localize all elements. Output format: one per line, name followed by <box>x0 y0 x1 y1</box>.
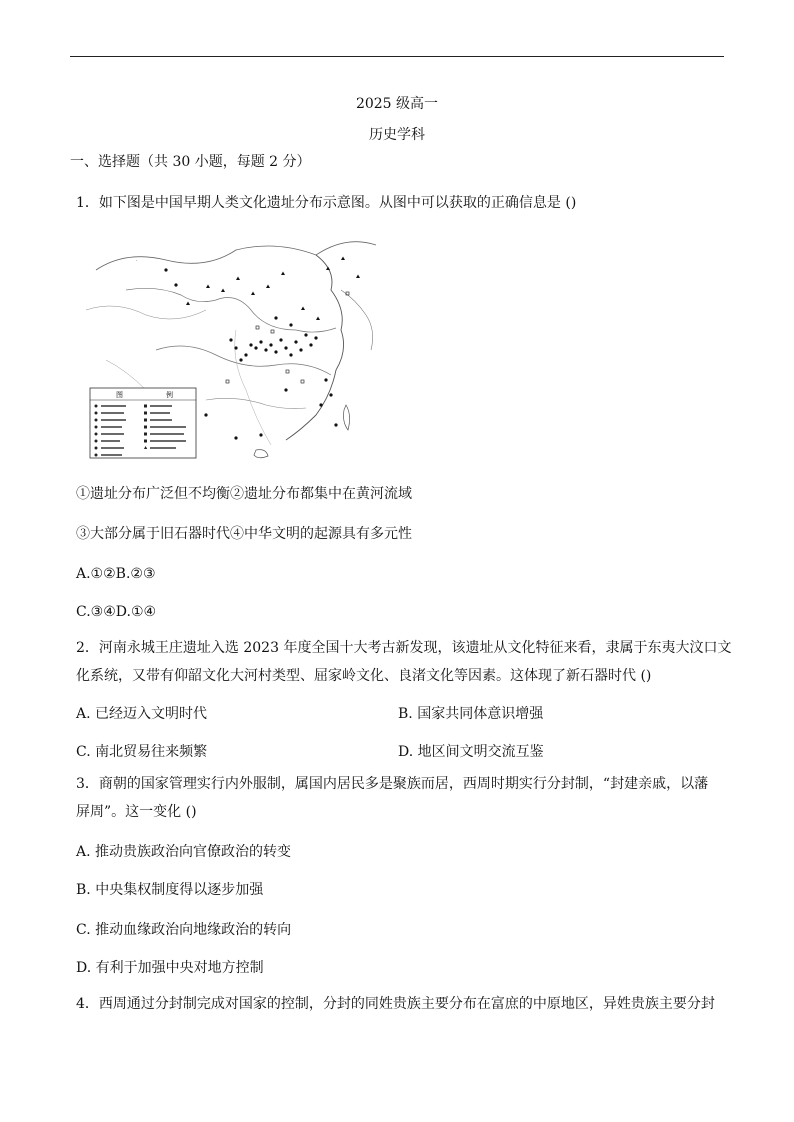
exam-grade: 2025 级高一 <box>355 96 439 112</box>
culture-sites-map <box>86 230 388 462</box>
question-3-stem-line2: 屏周”。这一变化 () <box>76 804 197 820</box>
question-1 <box>76 193 576 213</box>
question-3-option-d: D. 有利于加强中央对地方控制 <box>76 960 264 976</box>
question-2-option-d: D. 地区间文明交流互鉴 <box>398 744 544 760</box>
question-3-option-a: A. 推动贵族政治向官僚政治的转变 <box>76 844 292 860</box>
question-2-stem-1: 河南永城王庄遗址入选 2023 年度全国十大考古新发现，该遗址从文化特征来看，隶属于东夷大汶口文 <box>98 640 732 656</box>
question-2-stem-line2: 化系统，又带有仰韶文化大河村类型、屈家岭文化、良渚文化等因素。这体现了新石器时代 () <box>76 668 652 684</box>
legend-title-right: 例 <box>166 391 173 399</box>
question-2-option-c: C. 南北贸易往来频繁 <box>76 744 208 760</box>
legend-title-left: 图 <box>116 391 123 399</box>
header-rule <box>70 56 724 57</box>
question-1-statements-2: ③大部分属于旧石器时代④中华文明的起源具有多元性 <box>76 526 412 542</box>
question-1-stem: 如下图是中国早期人类文化遗址分布示意图。从图中可以获取的正确信息是 () <box>98 195 577 211</box>
question-1-options-ab: A.①②B.②③ <box>76 566 156 582</box>
section-title: 一、选择题（共 30 小题，每题 2 分） <box>70 154 311 170</box>
question-1-number: 1． <box>76 195 99 211</box>
question-2-number: 2． <box>76 640 99 656</box>
map-drawing <box>86 230 388 462</box>
question-2-option-a: A. 已经迈入文明时代 <box>76 706 208 722</box>
question-2-stem-line1 <box>76 638 731 658</box>
question-4-stem-line1 <box>76 994 715 1014</box>
question-3-option-c: C. 推动血缘政治向地缘政治的转向 <box>76 922 292 938</box>
question-4-stem-1: 西周通过分封制完成对国家的控制，分封的同姓贵族主要分布在富庶的中原地区，异姓贵族主要分封 <box>98 996 715 1012</box>
question-2-option-b: B. 国家共同体意识增强 <box>398 706 544 722</box>
question-1-statements-1: ①遗址分布广泛但不均衡②遗址分布都集中在黄河流域 <box>76 486 412 502</box>
question-3-option-b: B. 中央集权制度得以逐步加强 <box>76 882 264 898</box>
question-3-stem-1: 商朝的国家管理实行内外服制，属国内居民多是聚族而居，西周时期实行分封制，“封建亲戚，以藩 <box>98 776 709 792</box>
svg-text:·: · <box>136 258 138 264</box>
question-1-options-cd: C.③④D.①④ <box>76 604 157 620</box>
exam-subject: 历史学科 <box>369 127 425 143</box>
question-4-number: 4． <box>76 996 99 1012</box>
question-3-number: 3． <box>76 776 99 792</box>
question-3-stem-line1 <box>76 774 708 794</box>
